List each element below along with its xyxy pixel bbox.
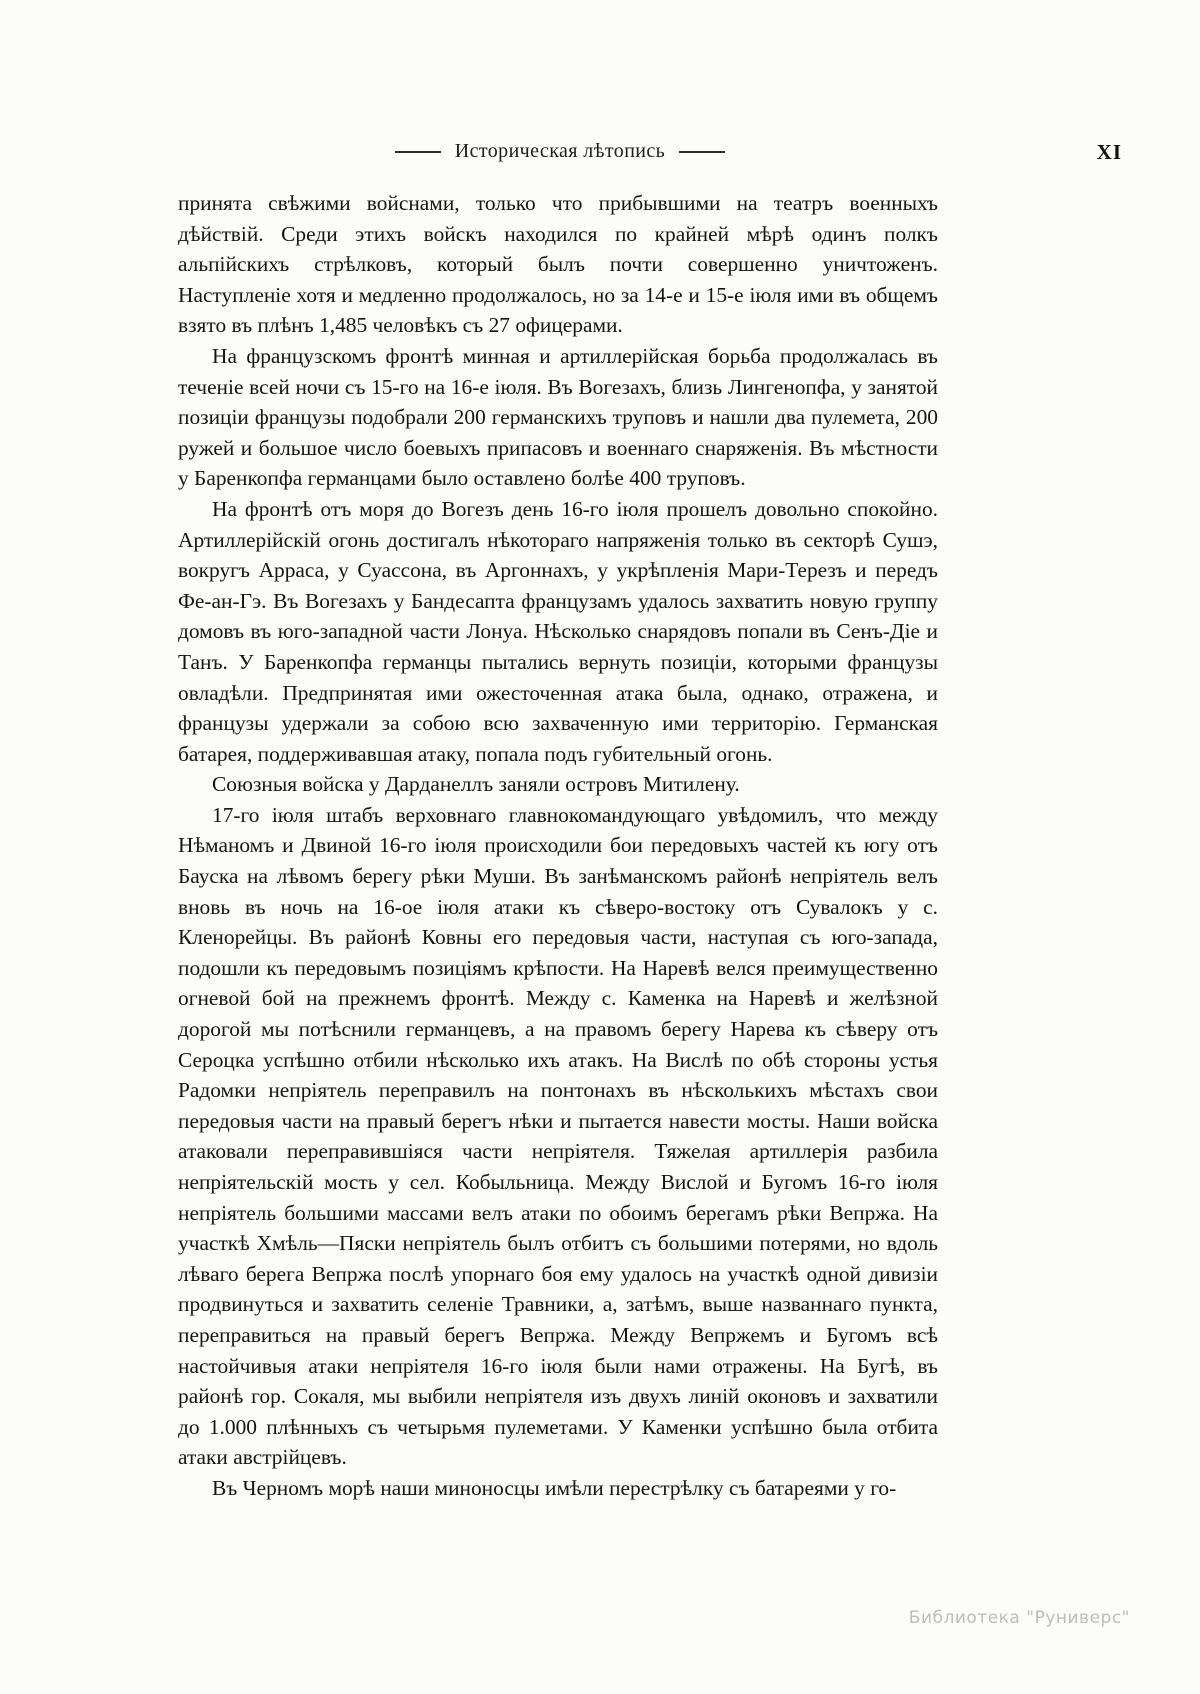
page-number: XI xyxy=(1096,140,1122,164)
paragraph: Союзныя войска у Дарданеллъ заняли островъ Митилену. xyxy=(212,772,740,797)
rule-right-icon xyxy=(679,151,725,153)
rule-left-icon xyxy=(395,151,441,153)
paragraph: На французскомъ фронтѣ минная и артиллерійская борьба продолжалась въ теченіе всей ночи съ 15-го на 16-е іюля. Въ Вогезахъ, близь Лингенопфа, у занятой позиціи французы подобрали 200 германскихъ труповъ и нашли два пулемета, 200 ружей и большое число боевыхъ припасовъ и военнаго снаряженія. Въ мѣстности у Баренкопфа германцами было оставлено болѣе 400 труповъ. xyxy=(178,343,938,491)
paragraph: Въ Черномъ морѣ наши миноносцы имѣли перестрѣлку съ батареями у го- xyxy=(212,1475,897,1500)
paragraph: принята свѣжими войснами, только что прибывшими на театръ военныхъ дѣйствій. Среди этихъ войскъ находился по крайней мѣрѣ одинъ полкъ альпійскихъ стрѣлковъ, который былъ почти совершенно уничтоженъ. Наступленіе хотя и медленно продолжалось, но за 14-е и 15-е іюля ими въ общемъ взято въ плѣнъ 1,485 человѣкъ съ 27 офицерами. xyxy=(178,191,938,338)
paragraph: На фронтѣ отъ моря до Вогезъ день 16-го іюля прошелъ довольно спокойно. Артиллерійскій огонь достигалъ нѣкотораго напряженія только въ секторѣ Сушэ, вокругъ Арраса, у Суассона, въ Аргоннахъ, у укрѣпленія Мари-Терезъ и передъ Фе-ан-Гэ. Въ Вогезахъ у Бандесапта французамъ удалось захватить новую группу домовъ въ юго-западной части Лонуа. Нѣсколько снарядовъ попали въ Сенъ-Діе и Танъ. У Баренкопфа германцы пытались вернуть позиціи, которыми французы овладѣли. Предпринятая ими ожесточенная атака была, однако, отражена, и французы удержали за собою всю захваченную ими территорію. Германская батарея, поддерживавшая атаку, попала подъ губительный огонь. xyxy=(178,496,938,766)
running-head-title: Историческая лѣтопись xyxy=(454,140,666,162)
running-head xyxy=(180,140,940,163)
paragraph: 17-го іюля штабъ верховнаго главнокомандующаго увѣдомилъ, что между Нѣманомъ и Двиной 16-го іюля происходили бои передовыхъ частей къ югу отъ Бауска на лѣвомъ берегу рѣки Муши. Въ занѣманскомъ районѣ непріятель велъ вновь въ ночь на 16-ое іюля атаки къ сѣверо-востоку отъ Сувалокъ у с. Кленорейцы. Въ районѣ Ковны его передовыя части, наступая съ юго-запада, подошли къ передовымъ позиціямъ крѣпости. На Наревѣ велся преимущественно огневой бой на прежнемъ фронтѣ. Между с. Каменка на Наревѣ и желѣзной дорогой мы потѣснили германцевъ, а на правомъ берегу Нарева къ сѣверу отъ Сероцка успѣшно отбили нѣсколько ихъ атакъ. На Вислѣ по обѣ стороны устья Радомки непріятель переправилъ на понтонахъ въ нѣсколькихъ мѣстахъ свои передовыя части на правый берегъ нѣки и пытается навести мосты. Наши войска атаковали переправившіяся части непріятеля. Тяжелая артиллерія разбила непріятельскій мость у сел. Кобыльница. Между Вислой и Бугомъ 16-го іюля непріятель большими массами велъ атаки по обоимъ берегамъ рѣки Вепржа. На участкѣ Хмѣль—Пяски непріятель былъ отбитъ съ большими потерями, но вдоль лѣваго берега Вепржа послѣ упорнаго боя ему удалось на участкѣ одной дивизіи продвинуться и захватить селеніе Травники, а, затѣмъ, выше названнаго пункта, переправиться на правый берегъ Вепржа. Между Вепржемъ и Бугомъ всѣ настойчивыя атаки непріятеля 16-го іюля были нами отражены. На Бугѣ, въ районѣ гор. Сокаля, мы выбили непріятеля изъ двухъ линій оконовъ и захватили до 1.000 плѣнныхъ съ четырьмя пулеметами. У Каменки успѣшно была отбита атаки австрійцевъ. xyxy=(178,802,938,1470)
body-text xyxy=(178,188,938,1504)
library-watermark: Библиотека "Руниверс" xyxy=(908,1608,1130,1628)
